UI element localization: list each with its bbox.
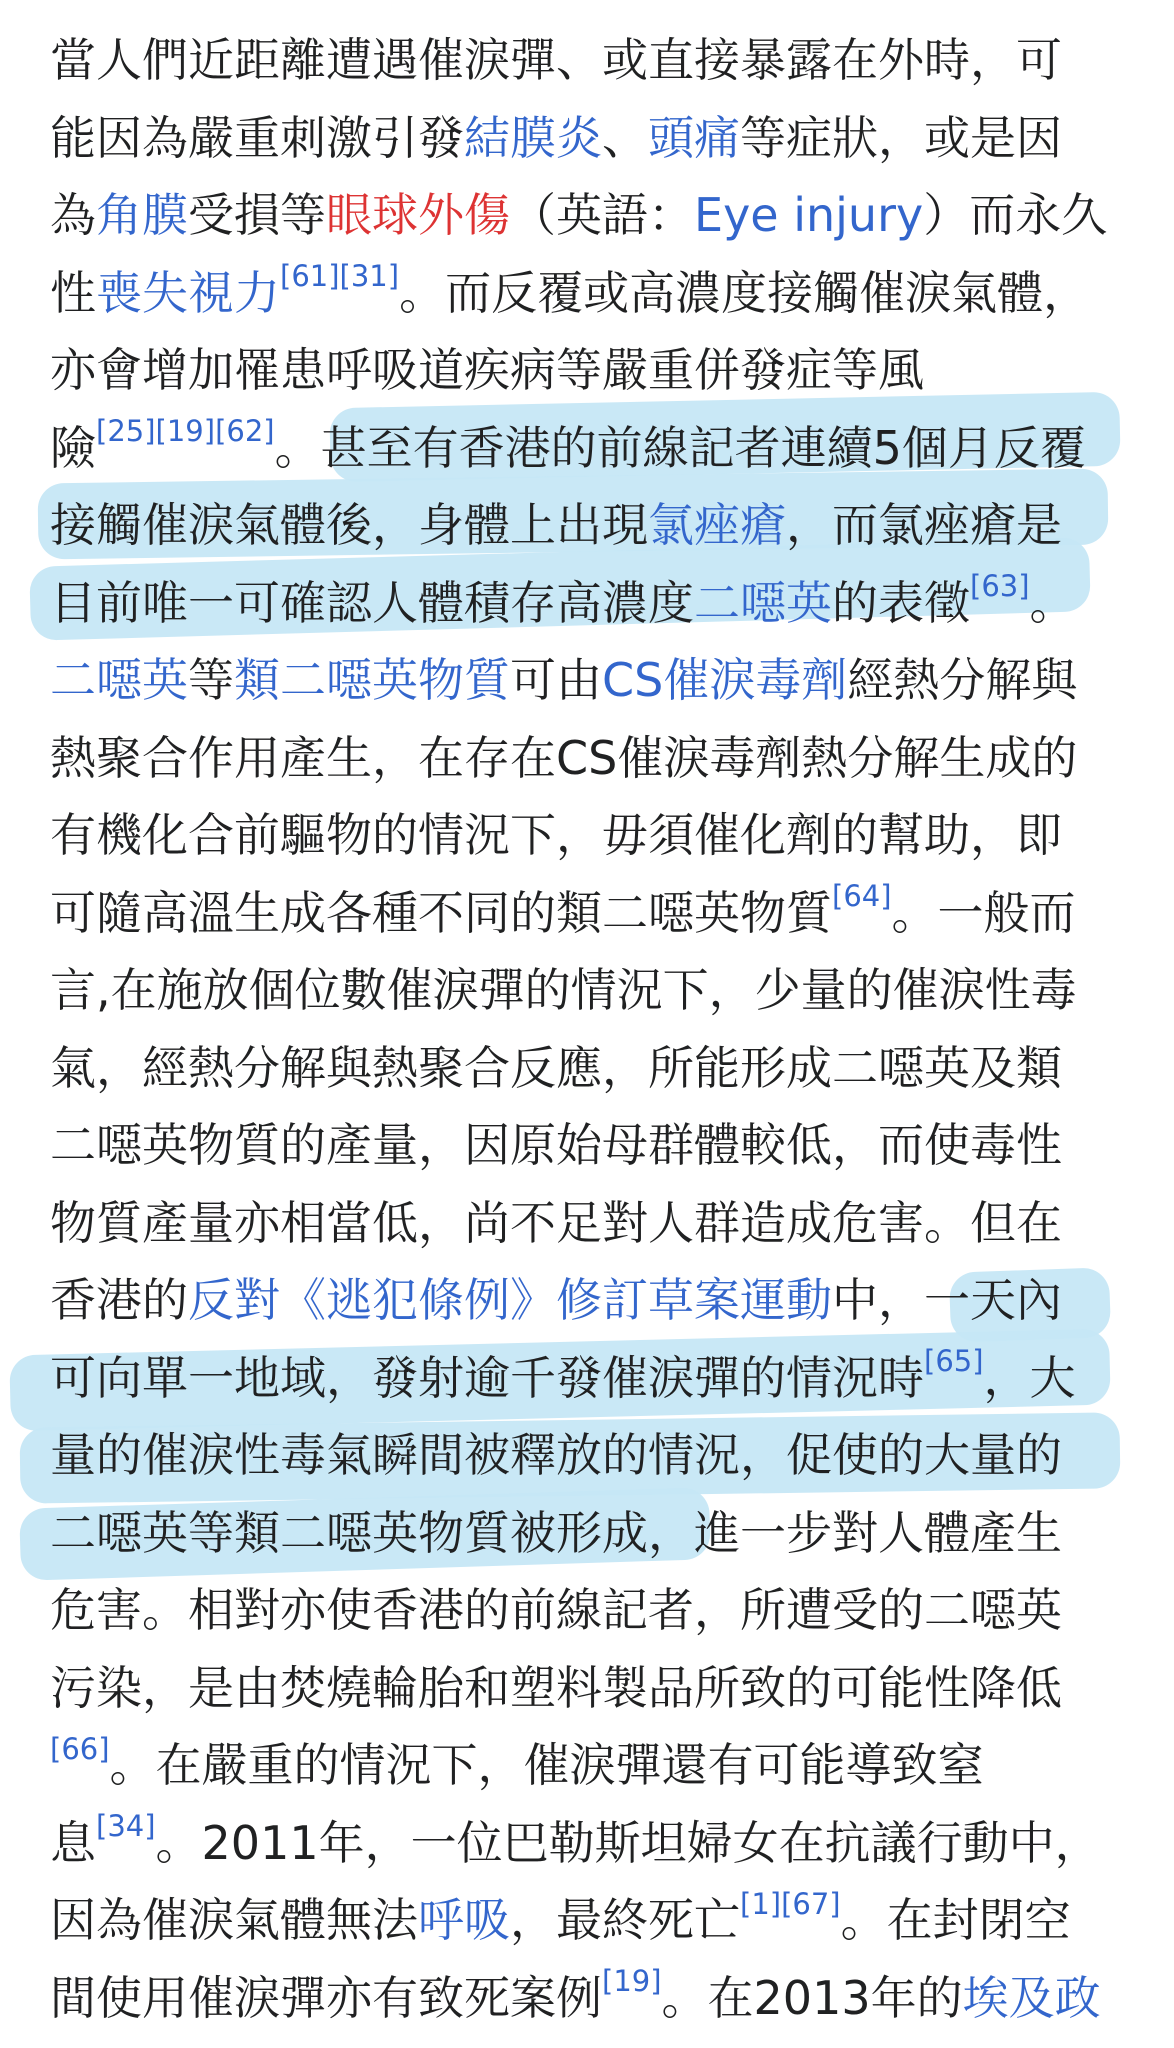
text-run: 。	[1029, 575, 1076, 630]
text-run: ，而氯痤瘡是	[786, 498, 1062, 552]
text-run: 性	[50, 265, 96, 320]
text-run: 可隨高溫生成各種不同的類二噁英物質	[50, 885, 832, 940]
text-run: 污染，是由焚燒輪胎和塑料製品所致的可能性降低	[50, 1660, 1062, 1715]
text-run: 。在2013年的	[661, 1970, 963, 2025]
text-run: 目前唯一可確認人體積存高濃度	[50, 575, 694, 630]
article-line	[50, 410, 1124, 488]
wiki-link[interactable]: 氯痤瘡	[648, 498, 786, 552]
citation-ref-link[interactable]: [63]	[970, 569, 1030, 604]
text-run: 中，一天內	[832, 1273, 1062, 1327]
text-run: 言,在施放個位數催淚彈的情況下，少量的催淚性毒	[50, 963, 1077, 1017]
text-run: 二噁英物質的產量，因原始母群體較低，而使毒性	[50, 1118, 1062, 1172]
article-line	[50, 487, 1124, 565]
text-run: 受損等	[188, 188, 326, 242]
article-line	[50, 1495, 1124, 1573]
text-run: 接觸催淚氣體後，身體上出現	[50, 498, 648, 552]
article-line	[50, 1030, 1124, 1108]
text-run: 經熱分解與	[847, 653, 1078, 707]
wiki-link[interactable]: 二噁英	[694, 575, 832, 630]
text-run: 等症狀，或是因	[740, 110, 1062, 165]
article-line	[50, 1107, 1124, 1185]
citation-ref-link[interactable]: [65]	[924, 1344, 984, 1379]
article-line	[50, 100, 1124, 178]
article-line	[50, 1882, 1124, 1960]
article-line	[50, 255, 1124, 333]
citation-ref-link[interactable]: [34]	[96, 1809, 156, 1844]
citation-ref-link[interactable]: [1]	[740, 1886, 782, 1921]
text-run: 可向單一地域，發射逾千發催淚彈的情況時	[50, 1350, 924, 1405]
citation-ref-link[interactable]: [25]	[96, 414, 156, 449]
wiki-link[interactable]: Eye injury	[694, 188, 924, 242]
wiki-link[interactable]: 二噁英	[50, 653, 188, 707]
text-run: ）而永久	[923, 188, 1108, 242]
text-run: 、	[602, 110, 648, 165]
article-line	[50, 1262, 1124, 1340]
text-run: 香港的	[50, 1273, 188, 1327]
citation-ref-link[interactable]: [31]	[339, 259, 400, 294]
text-run: 。而反覆或高濃度接觸催淚氣體，	[399, 265, 1090, 320]
text-run: 。2011年，一位巴勒斯坦婦女在抗議行動中，	[155, 1815, 1101, 1870]
text-run: ，大	[983, 1350, 1076, 1405]
text-run: 的表徵	[832, 575, 970, 630]
citation-ref-link[interactable]: [64]	[832, 879, 892, 914]
article-line	[50, 1960, 1124, 2038]
text-run: 。一般而	[891, 885, 1076, 940]
wiki-link[interactable]: 埃及政	[962, 1970, 1101, 2025]
article-line	[50, 797, 1124, 875]
article-line	[50, 1185, 1124, 1263]
text-run: 危害。相對亦使香港的前線記者，所遭受的二噁英	[50, 1583, 1062, 1637]
text-run: 可由	[510, 653, 602, 707]
wiki-link[interactable]: CS催淚毒劑	[602, 653, 848, 707]
wiki-redlink[interactable]: 眼球外傷	[326, 188, 510, 242]
text-run: 。在封閉空	[840, 1893, 1071, 1947]
article-line	[50, 952, 1124, 1030]
text-run: 等	[188, 653, 234, 707]
text-run: 因為催淚氣體無法	[50, 1893, 418, 1947]
article-line	[50, 1727, 1124, 1805]
citation-ref-link[interactable]: [61]	[280, 259, 340, 294]
text-run: 能因為嚴重刺激引發	[50, 110, 464, 165]
citation-ref-link[interactable]: [19]	[602, 1964, 662, 1999]
article-line	[50, 565, 1124, 643]
text-run: 。甚至有香港的前線記者連續5個月反覆	[274, 420, 1086, 475]
text-run: 有機化合前驅物的情況下，毋須催化劑的幫助，即	[50, 808, 1062, 862]
text-run: 量的催淚性毒氣瞬間被釋放的情況，促使的大量的	[50, 1428, 1062, 1482]
wiki-link[interactable]: 喪失視力	[96, 265, 280, 320]
wiki-link[interactable]: 角膜	[96, 188, 188, 242]
article-line	[50, 332, 1124, 410]
text-run: 為	[50, 188, 96, 242]
article-line	[50, 1650, 1124, 1728]
text-run: 物質產量亦相當低，尚不足對人群造成危害。但在	[50, 1195, 1062, 1250]
article-line	[50, 1417, 1124, 1495]
text-run: 當人們近距離遭遇催淚彈、或直接暴露在外時，可	[50, 33, 1062, 87]
article-line	[50, 1805, 1124, 1883]
article-line	[50, 1572, 1124, 1650]
wiki-link[interactable]: 頭痛	[648, 110, 740, 165]
citation-ref-link[interactable]: [67]	[781, 1886, 841, 1921]
article-line	[50, 720, 1124, 798]
article-line	[50, 642, 1124, 720]
text-run: 險	[50, 420, 96, 475]
article-line	[50, 22, 1124, 100]
text-run: 間使用催淚彈亦有致死案例	[50, 1970, 602, 2025]
wiki-link[interactable]: 類二噁英物質	[234, 653, 510, 707]
text-run: ，最終死亡	[510, 1893, 740, 1947]
wiki-link[interactable]: 反對《逃犯條例》修訂草案運動	[188, 1273, 832, 1327]
text-run: 息	[50, 1815, 96, 1870]
article-line	[50, 1340, 1124, 1418]
citation-ref-link[interactable]: [66]	[50, 1731, 110, 1766]
citation-ref-link[interactable]: [62]	[215, 414, 275, 449]
text-run: 亦會增加罹患呼吸道疾病等嚴重併發症等風	[50, 343, 924, 397]
citation-ref-link[interactable]: [19]	[155, 414, 216, 449]
text-run: 。在嚴重的情況下，催淚彈還有可能導致窒	[109, 1738, 984, 1792]
wiki-link[interactable]: 呼吸	[418, 1893, 510, 1947]
article-line	[50, 177, 1124, 255]
text-run: （英語：	[510, 188, 694, 242]
text-run: 氣，經熱分解與熱聚合反應，所能形成二噁英及類	[50, 1040, 1062, 1095]
text-run: 二噁英等類二噁英物質被形成，進一步對人體產生	[50, 1505, 1062, 1560]
text-run: 熱聚合作用產生，在存在CS催淚毒劑熱分解生成的	[50, 730, 1078, 785]
wiki-link[interactable]: 結膜炎	[464, 110, 602, 165]
article-body	[50, 22, 1124, 2037]
article-line	[50, 875, 1124, 953]
